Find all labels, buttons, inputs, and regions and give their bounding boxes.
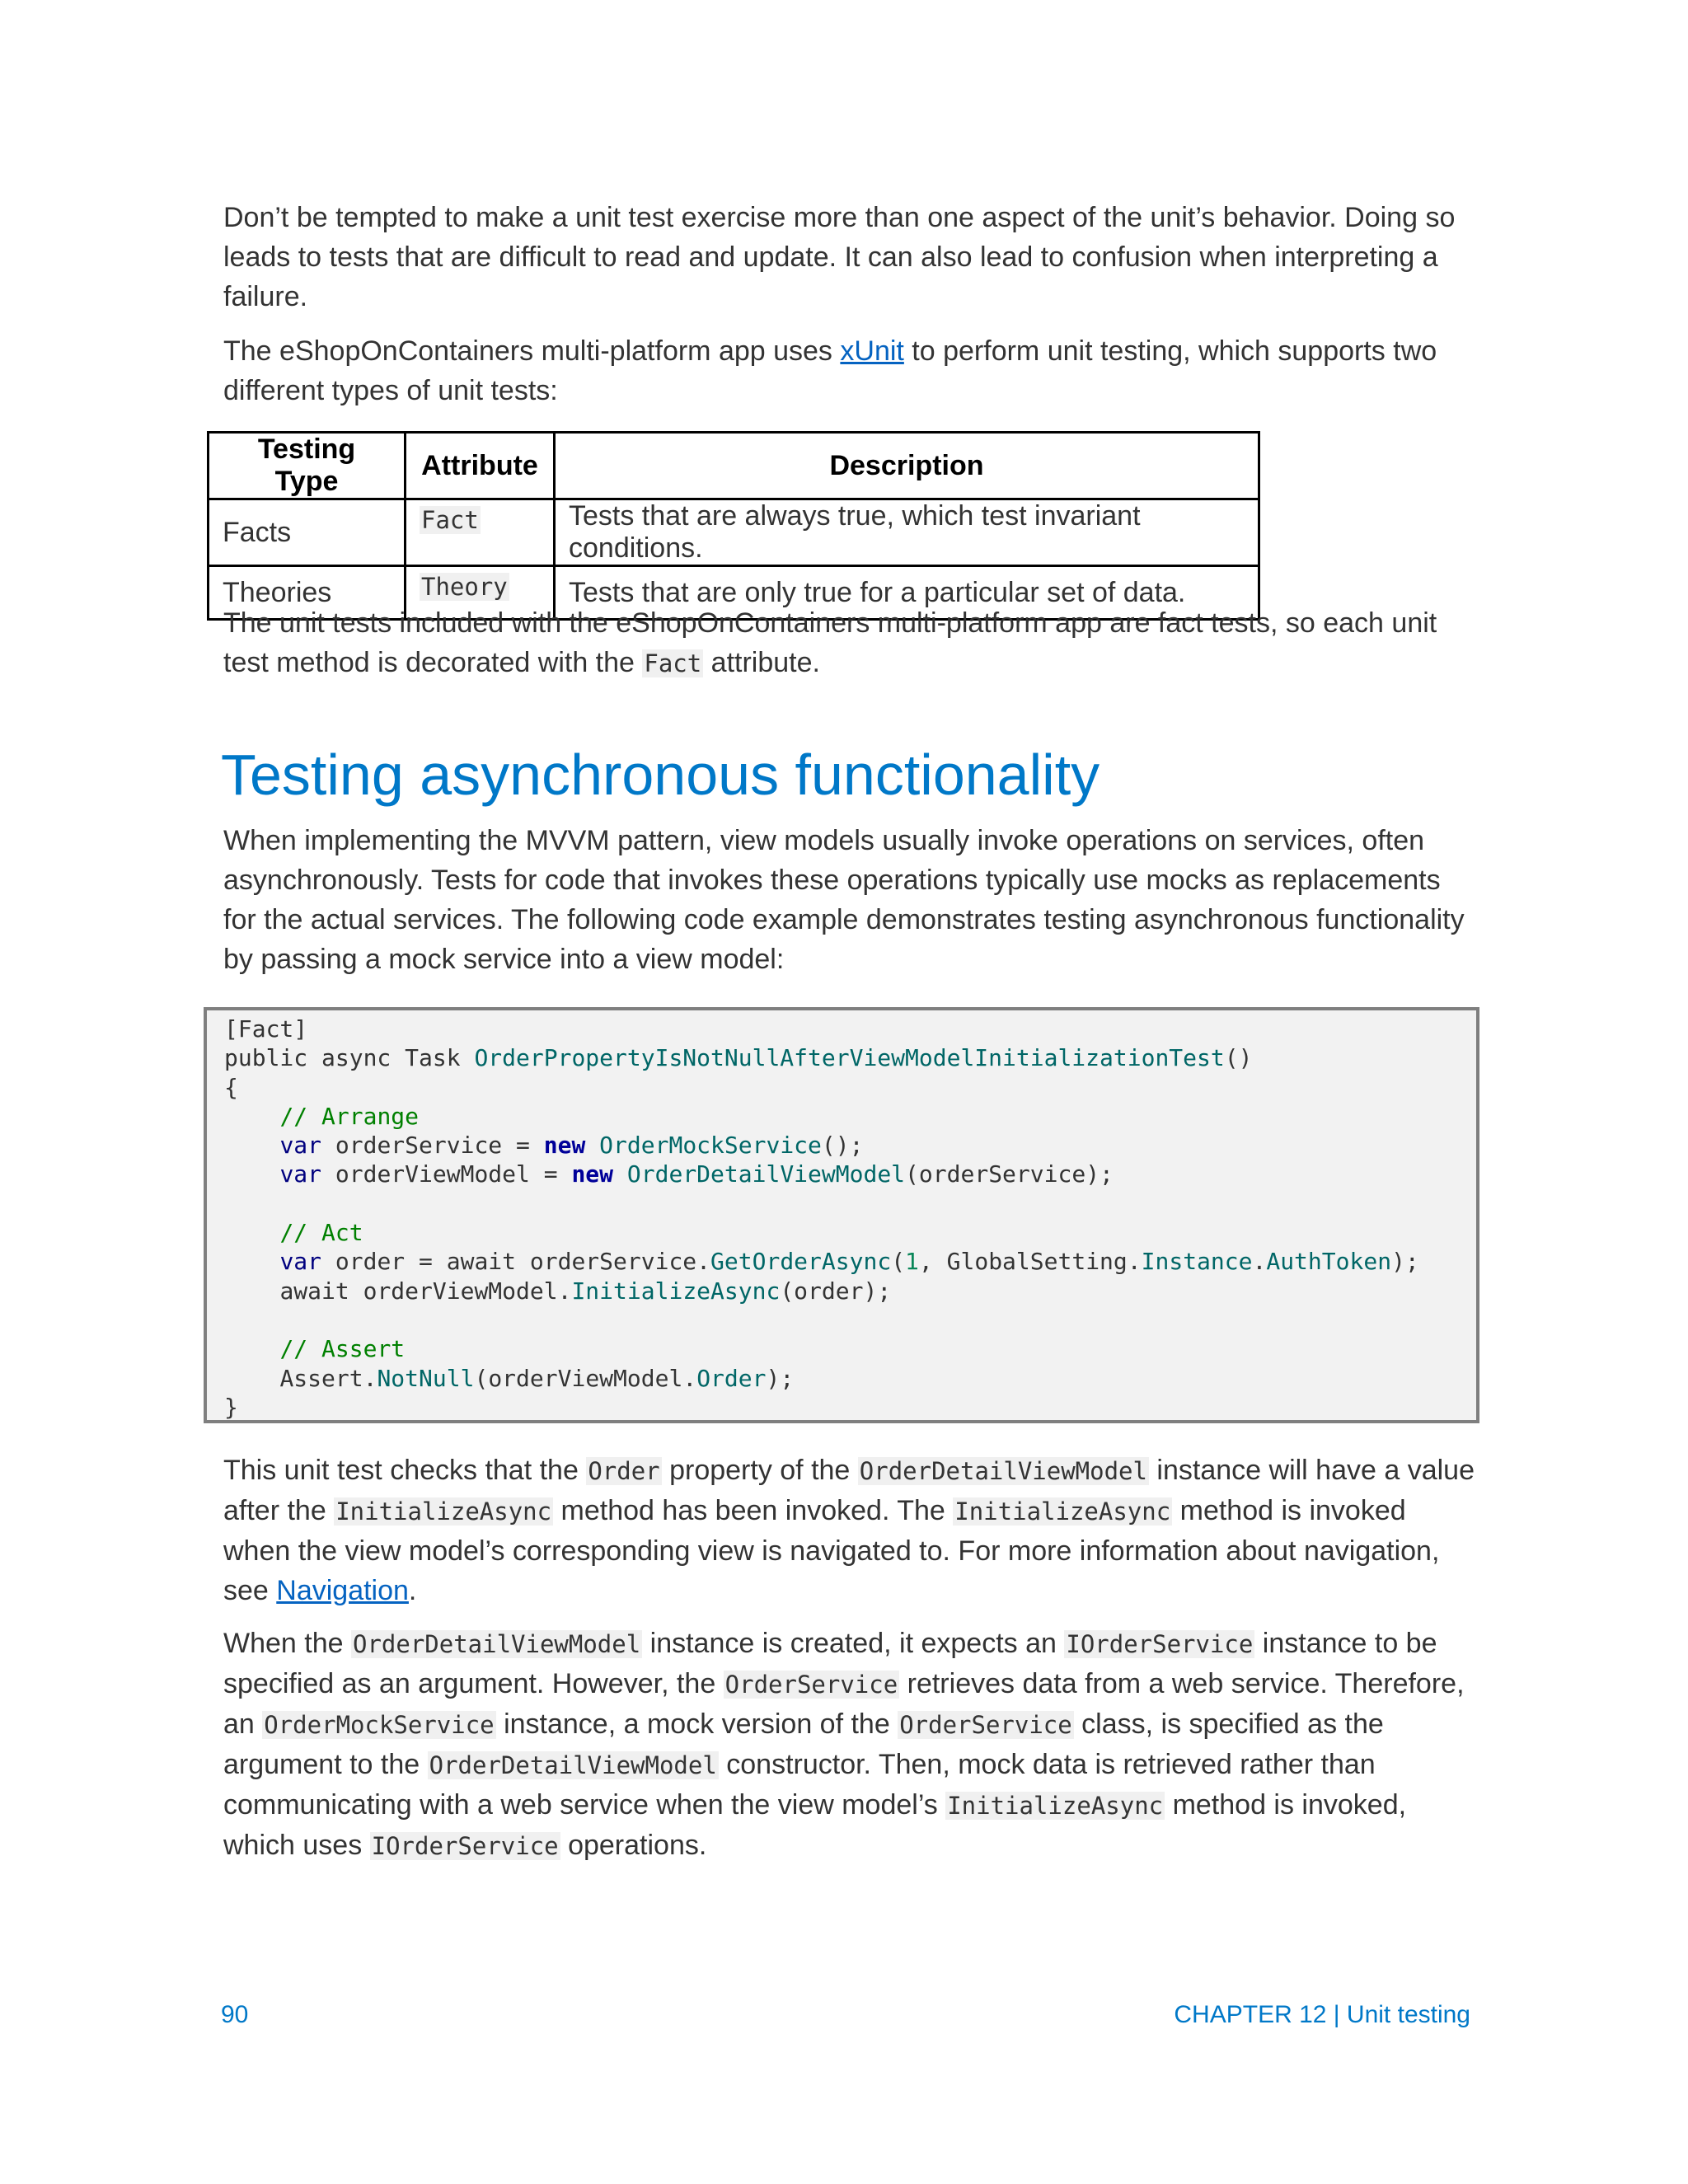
- code-token: InitializeAsync: [571, 1277, 781, 1305]
- chapter-label: CHAPTER 12 |: [1174, 2001, 1347, 2028]
- code-token: orderService =: [321, 1132, 544, 1160]
- inline-code: InitializeAsync: [954, 1497, 1171, 1526]
- page-number: 90: [221, 2001, 249, 2028]
- attribute-code: Fact: [421, 506, 479, 534]
- row-type-cell: Theories: [209, 566, 406, 620]
- text-run: method has been invoked. The: [553, 1495, 954, 1526]
- code-comment: // Arrange: [279, 1102, 420, 1130]
- code-token: 1: [905, 1248, 919, 1276]
- code-token: orderViewModel =: [321, 1160, 572, 1188]
- code-token: var: [279, 1132, 322, 1160]
- attribute-code: Theory: [421, 573, 508, 601]
- chapter-footer: [1174, 2001, 1470, 2029]
- code-token: NotNull: [377, 1364, 475, 1392]
- code-token: (): [1224, 1044, 1253, 1072]
- code-token: order = await orderService.: [321, 1248, 711, 1276]
- text-run: property of the: [661, 1455, 858, 1486]
- code-token: ();: [821, 1132, 864, 1160]
- text-run: This unit test checks that the: [223, 1455, 587, 1486]
- text-run: method is invoked when the view model’s corresponding view is navigated to. For more information about navigation, see: [223, 1495, 1440, 1606]
- text-run: When the: [223, 1628, 351, 1659]
- header-attribute: Attribute: [406, 433, 555, 499]
- section-heading: Testing asynchronous functionality: [221, 743, 1100, 807]
- fact-text-before: The unit tests included with the eShopOnContainers multi-platform app are fact tests, so each unit test method is decorated with the: [223, 607, 1437, 678]
- xunit-link[interactable]: xUnit: [840, 335, 904, 367]
- xunit-text-before: The eShopOnContainers multi-platform app uses: [223, 335, 841, 367]
- code-token: var: [279, 1248, 322, 1276]
- header-description: Description: [555, 433, 1259, 499]
- code-line: [Fact]: [224, 1015, 308, 1043]
- text-run: instance to be specified as an argument. However, the: [223, 1628, 1437, 1699]
- inline-code: InitializeAsync: [335, 1497, 552, 1526]
- inline-code: OrderService: [899, 1711, 1072, 1739]
- inline-code: Order: [588, 1457, 660, 1485]
- code-token: var: [279, 1160, 322, 1188]
- inline-code: OrderService: [724, 1671, 898, 1699]
- navigation-link[interactable]: Navigation: [276, 1575, 409, 1606]
- code-token: (order);: [780, 1277, 892, 1305]
- code-listing: [207, 1010, 1476, 1422]
- code-token: Instance: [1141, 1248, 1253, 1276]
- table-row: [209, 499, 1259, 566]
- mock-service-paragraph: [223, 1624, 1476, 1866]
- code-line: {: [224, 1073, 238, 1101]
- inline-code: OrderDetailViewModel: [352, 1630, 641, 1658]
- code-token: .: [1252, 1248, 1267, 1276]
- code-token: (orderViewModel.: [474, 1364, 697, 1392]
- text-run: class, is specified as the argument to the: [223, 1708, 1384, 1780]
- order-property-paragraph: [223, 1451, 1476, 1610]
- text-run: instance, a mock version of the: [495, 1708, 898, 1740]
- unit-test-types-table: [207, 431, 1260, 621]
- header-testing-type: Testing Type: [209, 433, 406, 499]
- code-comment: // Act: [279, 1219, 363, 1247]
- code-token: AuthToken: [1266, 1248, 1392, 1276]
- table-header-row: [209, 433, 1259, 499]
- row-description-cell: Tests that are only true for a particular set of data.: [555, 566, 1259, 620]
- xunit-text-after: to perform unit testing, which supports two different types of unit tests:: [223, 335, 1437, 406]
- code-token: (orderService);: [905, 1160, 1114, 1188]
- code-block: [204, 1007, 1479, 1423]
- inline-code: IOrderService: [371, 1832, 559, 1860]
- inline-code: OrderDetailViewModel: [429, 1751, 717, 1779]
- text-run: constructor. Then, mock data is retrieved rather than communicating with a web service when the view model’s: [223, 1749, 1376, 1821]
- code-token: );: [1391, 1248, 1419, 1276]
- code-line: }: [224, 1393, 238, 1421]
- code-token: new: [543, 1132, 586, 1160]
- code-token: OrderPropertyIsNotNullAfterViewModelInitializationTest: [474, 1044, 1225, 1072]
- code-comment: // Assert: [279, 1335, 406, 1363]
- xunit-paragraph: [223, 331, 1476, 410]
- code-token: new: [571, 1160, 614, 1188]
- code-token: public async Task: [224, 1044, 475, 1072]
- code-token: GetOrderAsync: [710, 1248, 892, 1276]
- text-run: instance will have a value after the: [223, 1455, 1475, 1526]
- inline-code: OrderMockService: [264, 1711, 495, 1739]
- code-token: (: [891, 1248, 906, 1276]
- fact-text-after: attribute.: [703, 647, 820, 678]
- chapter-title: Unit testing: [1346, 2001, 1470, 2028]
- code-token: Order: [696, 1364, 767, 1392]
- code-token: Assert.: [279, 1364, 377, 1392]
- text-run: .: [408, 1575, 417, 1606]
- code-token: OrderMockService: [599, 1132, 822, 1160]
- code-token: await orderViewModel.: [279, 1277, 572, 1305]
- row-description-cell: Tests that are always true, which test invariant conditions.: [555, 499, 1259, 566]
- row-type-cell: Facts: [209, 499, 406, 566]
- text-run: method is invoked, which uses: [223, 1789, 1407, 1861]
- fact-code: Fact: [644, 649, 702, 677]
- inline-code: IOrderService: [1066, 1630, 1254, 1658]
- inline-code: OrderDetailViewModel: [859, 1457, 1147, 1485]
- fact-tests-paragraph: [223, 603, 1476, 683]
- text-run: operations.: [560, 1830, 707, 1861]
- row-attribute-cell: [406, 499, 555, 566]
- code-token: , GlobalSetting.: [918, 1248, 1142, 1276]
- mvvm-paragraph: When implementing the MVVM pattern, view models usually invoke operations on services, often asynchronously. Tests for code that invokes these operations typically use mocks as replacements for the actual services. The following code example demonstrates testing asynchronous functionality by passing a mock service into a view model:: [223, 825, 1465, 975]
- inline-code: InitializeAsync: [947, 1792, 1164, 1820]
- code-token: OrderDetailViewModel: [626, 1160, 906, 1188]
- intro-paragraph: Don’t be tempted to make a unit test exercise more than one aspect of the unit’s behavior. Doing so leads to tests that are difficult to read and update. It can also lead to confusion when interpreting a failure.: [223, 202, 1456, 312]
- text-run: instance is created, it expects an: [642, 1628, 1065, 1659]
- text-run: retrieves data from a web service. Therefore, an: [223, 1668, 1465, 1740]
- code-token: );: [766, 1364, 795, 1392]
